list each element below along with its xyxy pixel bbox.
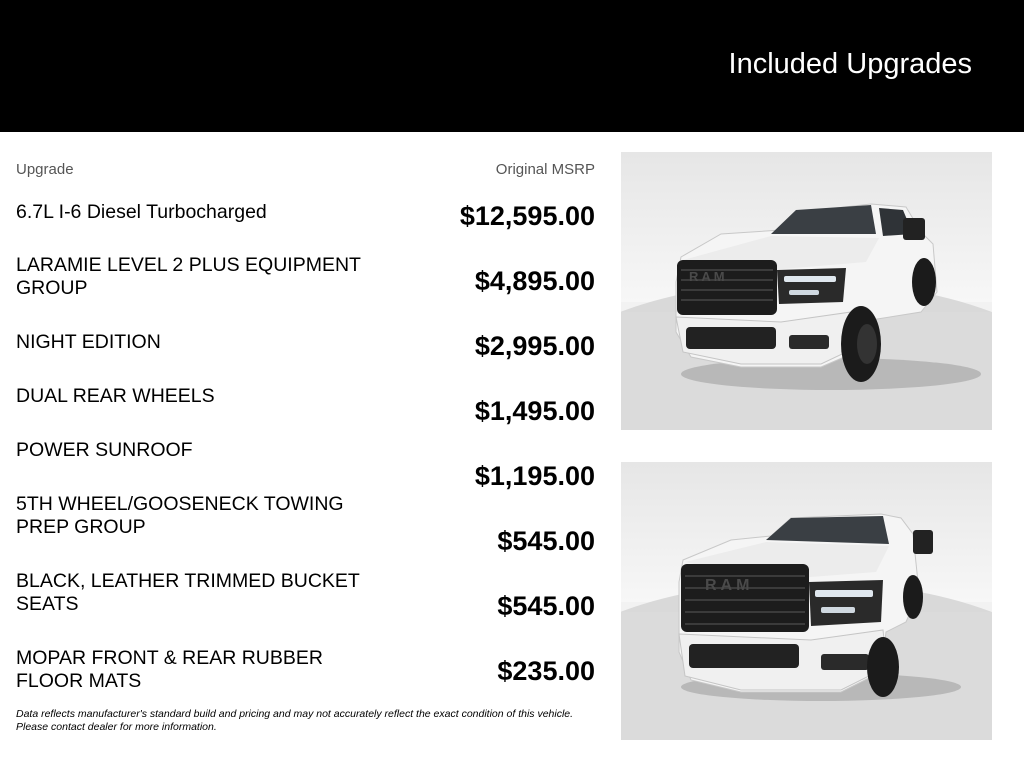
truck-illustration	[621, 462, 992, 740]
upgrade-price: $12,595.00	[459, 201, 595, 231]
disclaimer-text: Data reflects manufacturer's standard build and pricing and may not accurately reflect the exact condition of this vehicle. Please contact dealer for more information.	[16, 708, 574, 733]
truck-photo-side	[621, 462, 992, 740]
upgrade-price: $235.00	[497, 656, 595, 686]
upgrade-price: $545.00	[497, 526, 595, 556]
upgrade-price: $4,895.00	[474, 266, 595, 296]
header-bar	[0, 0, 1024, 132]
upgrade-price: $1,495.00	[474, 396, 595, 426]
upgrade-price: $2,995.00	[474, 331, 595, 361]
truck-illustration	[621, 152, 992, 430]
upgrade-name: NIGHT EDITION	[16, 331, 161, 353]
page-title: Included Upgrades	[728, 48, 972, 80]
upgrade-name: DUAL REAR WHEELS	[16, 385, 215, 407]
upgrade-name: BLACK, LEATHER TRIMMED BUCKET SEATS	[16, 570, 360, 615]
upgrade-column-header: Upgrade	[16, 161, 74, 178]
truck-photo-front	[621, 152, 992, 430]
grille-badge: RAM	[689, 269, 728, 284]
msrp-column-header: Original MSRP	[495, 161, 595, 178]
upgrade-name: 6.7L I-6 Diesel Turbocharged	[16, 201, 267, 223]
upgrade-name: POWER SUNROOF	[16, 439, 193, 461]
upgrade-price: $1,195.00	[474, 461, 595, 491]
upgrade-price: $545.00	[497, 591, 595, 621]
upgrade-name: 5TH WHEEL/GOOSENECK TOWING PREP GROUP	[16, 493, 344, 538]
grille-badge: RAM	[705, 577, 754, 594]
upgrade-name: LARAMIE LEVEL 2 PLUS EQUIPMENT GROUP	[16, 254, 361, 299]
upgrade-name: MOPAR FRONT & REAR RUBBER FLOOR MATS	[16, 647, 323, 692]
